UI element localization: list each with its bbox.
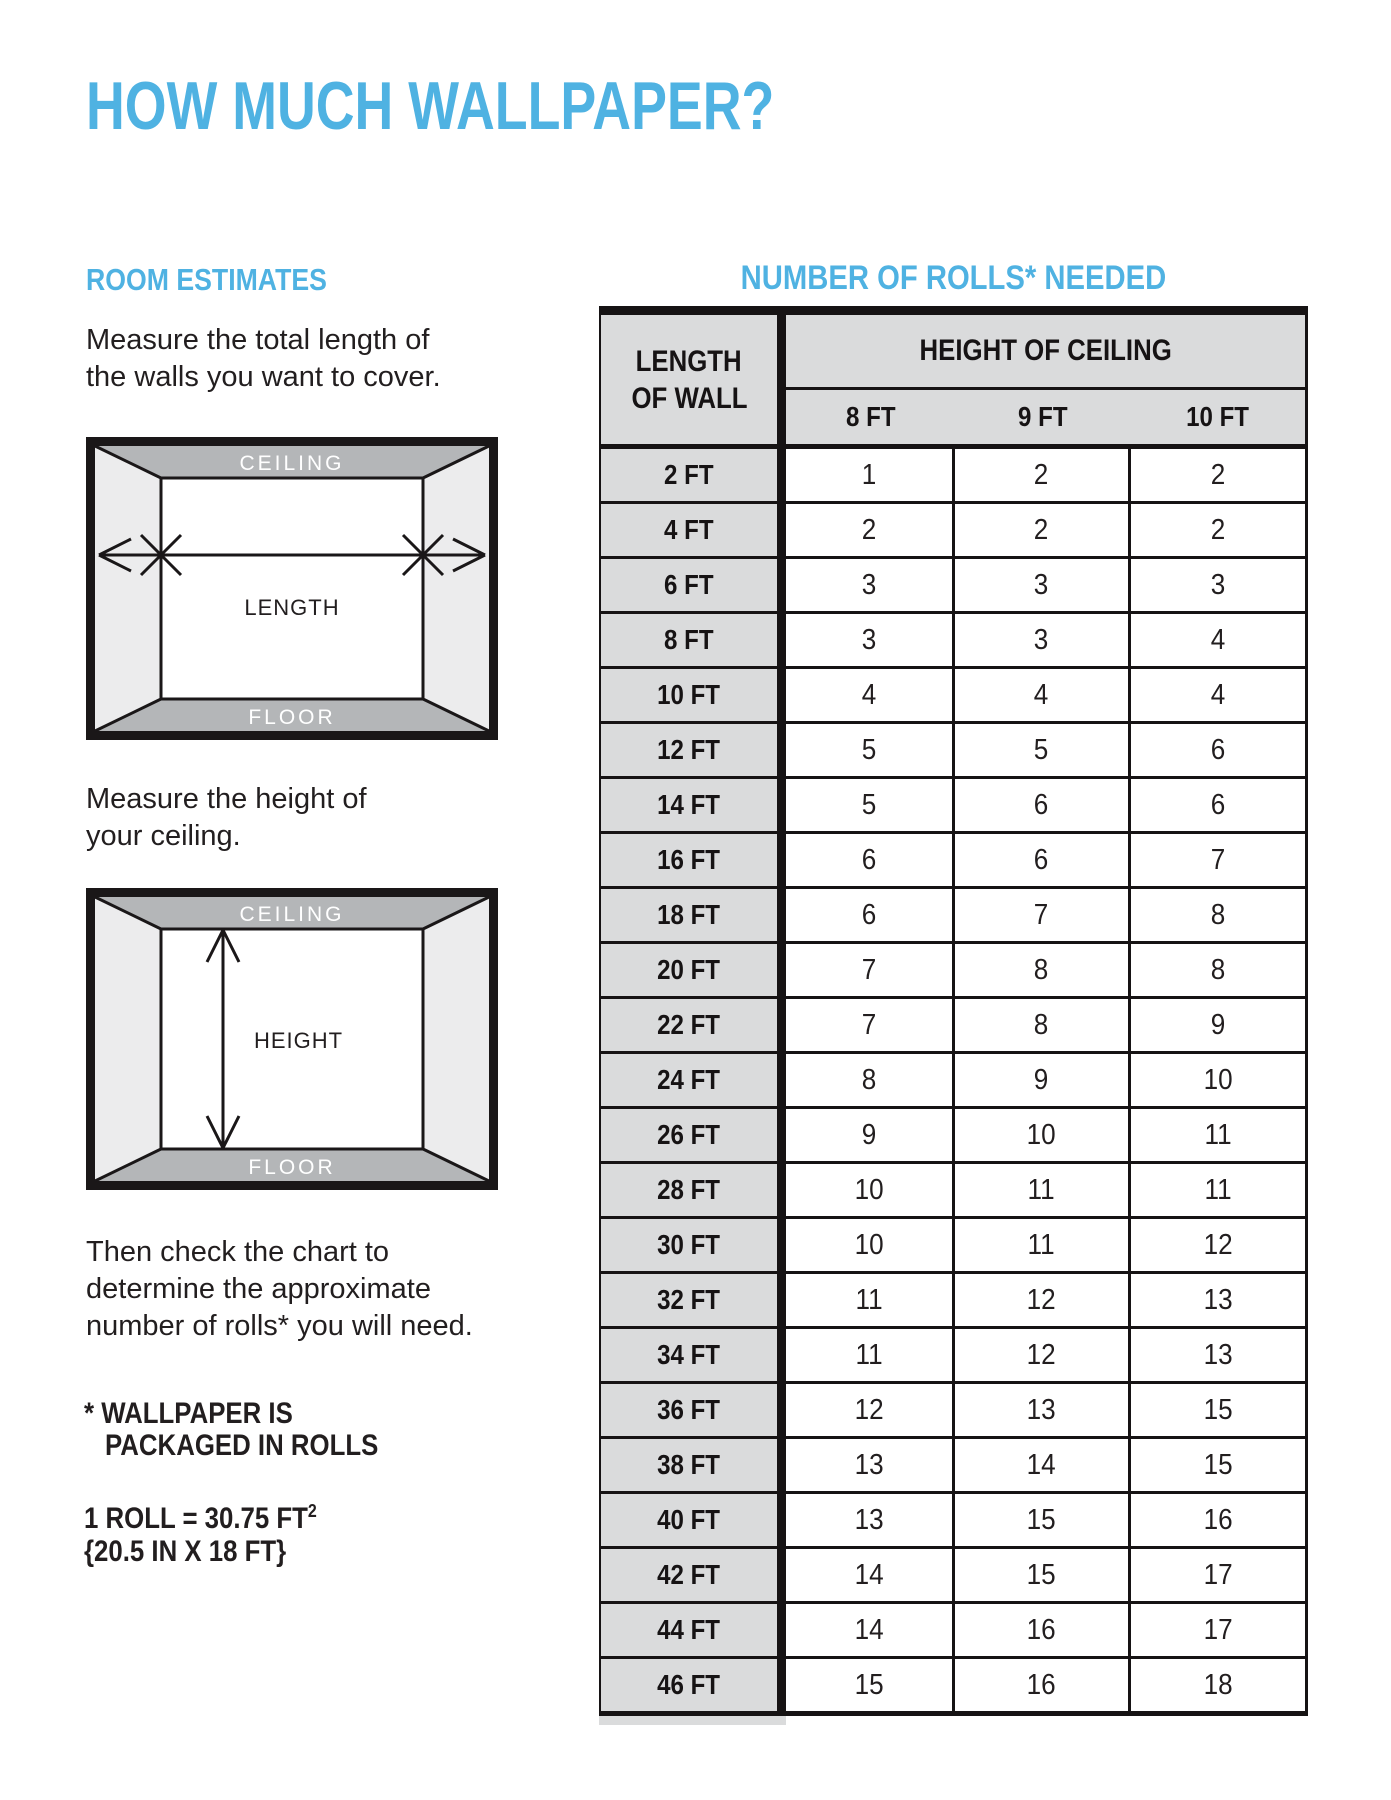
wall-length-cell: 42 FT (601, 1549, 786, 1601)
table-row (601, 999, 1305, 1054)
wall-length-cell: 30 FT (601, 1219, 786, 1271)
wall-length-cell: 8 FT (601, 614, 786, 666)
squared-superscript: 2 (307, 1500, 317, 1521)
column-header-8ft: 8 FT (845, 401, 896, 432)
height-of-ceiling-header: HEIGHT OF CEILING (786, 315, 1305, 390)
wall-length-cell: 10 FT (601, 669, 786, 721)
rolls-8ft-cell: 13 (786, 1494, 955, 1546)
rolls-10ft-cell: 17 (1131, 1549, 1305, 1601)
rolls-9ft-cell: 11 (955, 1164, 1131, 1216)
rolls-10ft-cell: 8 (1131, 944, 1305, 996)
rolls-10ft-cell: 4 (1131, 669, 1305, 721)
rolls-8ft-cell: 2 (786, 504, 955, 556)
wall-length-cell: 6 FT (601, 559, 786, 611)
rolls-10ft-cell: 8 (1131, 889, 1305, 941)
table-row (601, 559, 1305, 614)
rolls-9ft-cell: 12 (955, 1274, 1131, 1326)
back-wall (161, 478, 423, 699)
rolls-8ft-cell: 9 (786, 1109, 955, 1161)
wall-length-cell: 12 FT (601, 724, 786, 776)
rolls-8ft-cell: 15 (786, 1659, 955, 1711)
ceiling-label: CEILING (239, 452, 345, 475)
table-row (601, 1384, 1305, 1439)
wall-length-cell: 32 FT (601, 1274, 786, 1326)
rolls-10ft-cell: 12 (1131, 1219, 1305, 1271)
table-row (601, 724, 1305, 779)
ceiling-height-illustration (86, 888, 498, 1190)
rolls-9ft-cell: 3 (955, 614, 1131, 666)
rolls-10ft-cell: 10 (1131, 1054, 1305, 1106)
rolls-8ft-cell: 3 (786, 559, 955, 611)
left-wall (95, 446, 161, 731)
rolls-9ft-cell: 10 (955, 1109, 1131, 1161)
column-header-10ft: 10 FT (1186, 401, 1250, 432)
wall-length-cell: 18 FT (601, 889, 786, 941)
height-label: HEIGHT (254, 1028, 344, 1053)
rolls-8ft-cell: 1 (786, 449, 955, 501)
rolls-8ft-cell: 11 (786, 1329, 955, 1381)
rolls-9ft-cell: 12 (955, 1329, 1131, 1381)
rolls-10ft-cell: 18 (1131, 1659, 1305, 1711)
wall-length-cell: 36 FT (601, 1384, 786, 1436)
rolls-9ft-cell: 2 (955, 504, 1131, 556)
instruction-line: your ceiling. (86, 820, 241, 852)
rolls-9ft-cell: 2 (955, 449, 1131, 501)
length-of-wall-header: LENGTH OF WALL (601, 315, 786, 444)
wall-length-cell: 14 FT (601, 779, 786, 831)
rolls-9ft-cell: 11 (955, 1219, 1131, 1271)
rolls-9ft-cell: 16 (955, 1659, 1131, 1711)
table-row (601, 1274, 1305, 1329)
instruction-line: number of rolls* you will need. (86, 1310, 473, 1342)
ceiling-height-columns (786, 390, 1305, 444)
rolls-8ft-cell: 10 (786, 1219, 955, 1271)
rolls-8ft-cell: 7 (786, 944, 955, 996)
rolls-8ft-cell: 3 (786, 614, 955, 666)
table-row (601, 834, 1305, 889)
table-row (601, 504, 1305, 559)
wall-length-cell: 40 FT (601, 1494, 786, 1546)
ceiling-label: CEILING (239, 903, 345, 926)
rolls-10ft-cell: 6 (1131, 779, 1305, 831)
height-of-ceiling-group (786, 315, 1305, 444)
table-row (601, 944, 1305, 999)
wall-length-cell: 16 FT (601, 834, 786, 886)
rolls-footnote (84, 1398, 423, 1462)
table-row (601, 779, 1305, 834)
right-wall (423, 446, 489, 731)
rolls-8ft-cell: 5 (786, 779, 955, 831)
instruction-line: Measure the total length of (86, 324, 430, 356)
rolls-8ft-cell: 13 (786, 1439, 955, 1491)
footnote-line: PACKAGED IN ROLLS (105, 1429, 379, 1462)
wall-length-cell: 22 FT (601, 999, 786, 1051)
rolls-8ft-cell: 5 (786, 724, 955, 776)
rolls-8ft-cell: 4 (786, 669, 955, 721)
rolls-10ft-cell: 6 (1131, 724, 1305, 776)
wall-length-cell: 28 FT (601, 1164, 786, 1216)
table-row (601, 1659, 1305, 1716)
table-row (601, 669, 1305, 724)
room-length-diagram (86, 437, 498, 740)
check-chart-instruction (86, 1234, 473, 1345)
rolls-10ft-cell: 11 (1131, 1164, 1305, 1216)
rolls-10ft-cell: 4 (1131, 614, 1305, 666)
wall-length-cell: 24 FT (601, 1054, 786, 1106)
table-row (601, 889, 1305, 944)
rolls-table (599, 306, 1308, 1716)
rolls-9ft-cell: 14 (955, 1439, 1131, 1491)
footnote-line: * WALLPAPER IS (84, 1397, 293, 1430)
rolls-8ft-cell: 10 (786, 1164, 955, 1216)
rolls-9ft-cell: 13 (955, 1384, 1131, 1436)
rolls-9ft-cell: 9 (955, 1054, 1131, 1106)
rolls-9ft-cell: 6 (955, 834, 1131, 886)
wall-length-cell: 2 FT (601, 449, 786, 501)
rolls-8ft-cell: 6 (786, 889, 955, 941)
rolls-9ft-cell: 7 (955, 889, 1131, 941)
rolls-10ft-cell: 2 (1131, 449, 1305, 501)
rolls-8ft-cell: 6 (786, 834, 955, 886)
rolls-10ft-cell: 15 (1131, 1439, 1305, 1491)
table-row (601, 1604, 1305, 1659)
table-row (601, 1549, 1305, 1604)
page-title: HOW MUCH WALLPAPER? (86, 68, 775, 144)
rolls-9ft-cell: 15 (955, 1494, 1131, 1546)
rolls-10ft-cell: 11 (1131, 1109, 1305, 1161)
wall-length-cell: 44 FT (601, 1604, 786, 1656)
column-header-9ft: 9 FT (1018, 401, 1068, 432)
rolls-8ft-cell: 14 (786, 1549, 955, 1601)
room-estimates-heading (86, 262, 366, 298)
rolls-10ft-cell: 13 (1131, 1274, 1305, 1326)
left-wall (95, 897, 161, 1181)
rolls-9ft-cell: 8 (955, 999, 1131, 1051)
table-header (601, 315, 1305, 449)
length-label: LENGTH (244, 595, 340, 620)
wall-length-cell: 34 FT (601, 1329, 786, 1381)
roll-dimensions-line: {20.5 IN X 18 FT} (84, 1535, 287, 1568)
room-length-illustration (86, 437, 498, 740)
rolls-9ft-cell: 15 (955, 1549, 1131, 1601)
rolls-9ft-cell: 5 (955, 724, 1131, 776)
rolls-needed-heading (599, 259, 1308, 298)
rolls-needed-heading-text: NUMBER OF ROLLS* NEEDED (740, 259, 1167, 297)
rolls-8ft-cell: 8 (786, 1054, 955, 1106)
rolls-9ft-cell: 3 (955, 559, 1131, 611)
rolls-9ft-cell: 6 (955, 779, 1131, 831)
rolls-8ft-cell: 14 (786, 1604, 955, 1656)
instruction-line: determine the approximate (86, 1273, 431, 1305)
rolls-8ft-cell: 11 (786, 1274, 955, 1326)
instruction-line: Measure the height of (86, 783, 367, 815)
rolls-8ft-cell: 7 (786, 999, 955, 1051)
rolls-10ft-cell: 3 (1131, 559, 1305, 611)
rolls-9ft-cell: 16 (955, 1604, 1131, 1656)
right-wall (423, 897, 489, 1181)
floor-label: FLOOR (248, 706, 336, 729)
rolls-10ft-cell: 16 (1131, 1494, 1305, 1546)
rolls-10ft-cell: 7 (1131, 834, 1305, 886)
rolls-10ft-cell: 13 (1131, 1329, 1305, 1381)
wall-length-cell: 46 FT (601, 1659, 786, 1711)
room-estimates-heading-text: ROOM ESTIMATES (86, 262, 327, 297)
table-row (601, 449, 1305, 504)
rolls-10ft-cell: 17 (1131, 1604, 1305, 1656)
rolls-10ft-cell: 15 (1131, 1384, 1305, 1436)
table-row (601, 1109, 1305, 1164)
rolls-8ft-cell: 12 (786, 1384, 955, 1436)
wall-length-cell: 4 FT (601, 504, 786, 556)
measure-height-instruction (86, 781, 367, 855)
wall-length-cell: 20 FT (601, 944, 786, 996)
table-body (601, 449, 1305, 1716)
table-row (601, 1439, 1305, 1494)
table-row (601, 614, 1305, 669)
table-row (601, 1054, 1305, 1109)
table-row (601, 1219, 1305, 1274)
table-row (601, 1329, 1305, 1384)
rolls-10ft-cell: 9 (1131, 999, 1305, 1051)
instruction-line: Then check the chart to (86, 1236, 390, 1268)
roll-size-spec (84, 1502, 355, 1568)
roll-area-line: 1 ROLL = 30.75 $FT^2$ (84, 1500, 317, 1535)
measure-length-instruction (86, 322, 441, 396)
wall-length-cell: 38 FT (601, 1439, 786, 1491)
rolls-9ft-cell: 8 (955, 944, 1131, 996)
wall-length-cell: 26 FT (601, 1109, 786, 1161)
floor-label: FLOOR (248, 1156, 336, 1179)
rolls-9ft-cell: 4 (955, 669, 1131, 721)
rolls-10ft-cell: 2 (1131, 504, 1305, 556)
table-row (601, 1494, 1305, 1549)
table-row (601, 1164, 1305, 1219)
ceiling-height-diagram (86, 888, 498, 1190)
instruction-line: the walls you want to cover. (86, 361, 441, 393)
